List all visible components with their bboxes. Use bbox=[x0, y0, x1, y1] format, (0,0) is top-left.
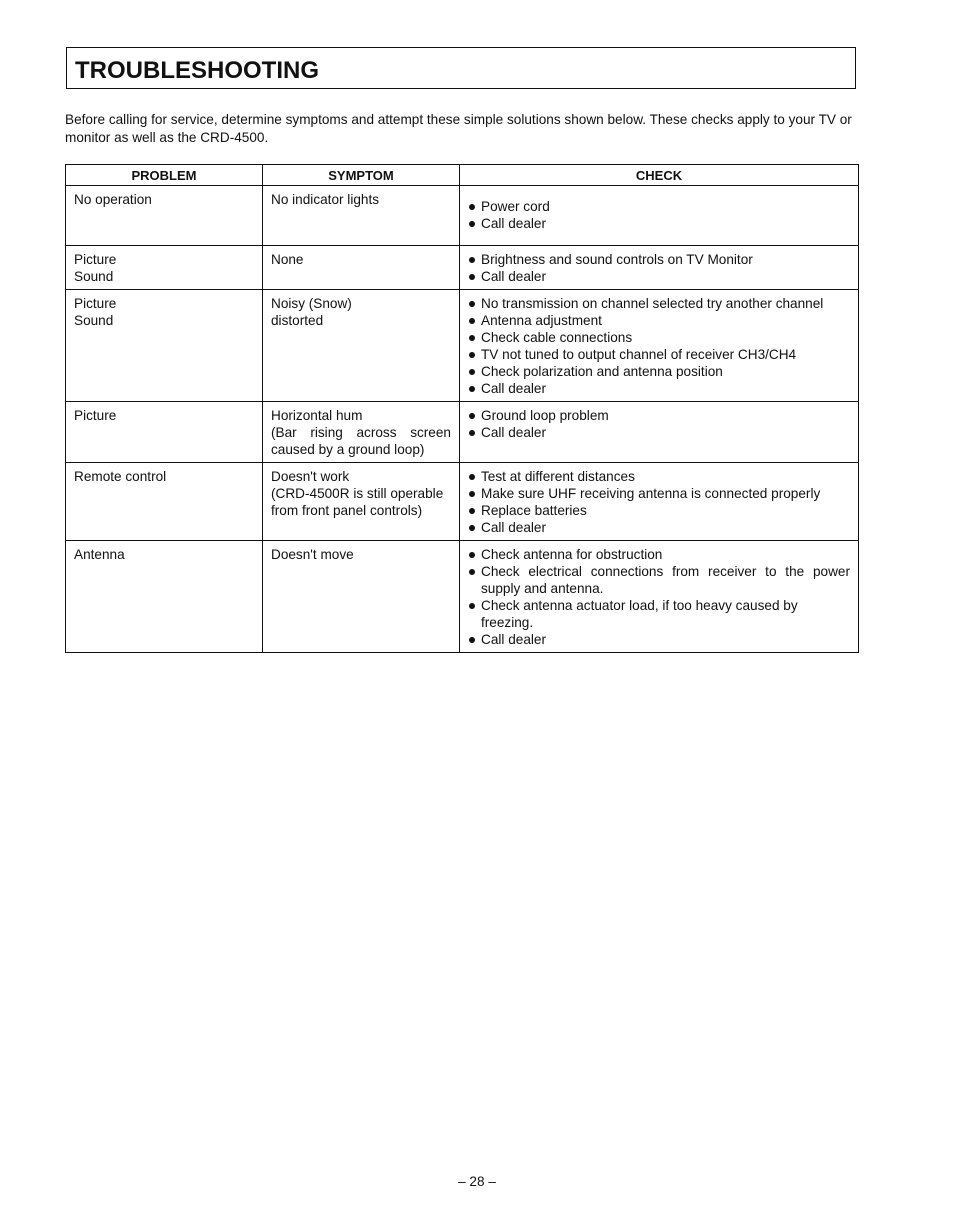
check-item: Ground loop problem bbox=[468, 407, 850, 424]
symptom-text: distorted bbox=[271, 313, 324, 328]
check-item: Check polarization and antenna position bbox=[468, 363, 850, 380]
problem-cell bbox=[66, 290, 263, 402]
check-item: No transmission on channel selected try another channel bbox=[468, 295, 850, 312]
check-item: Make sure UHF receiving antenna is connected properly bbox=[468, 485, 850, 502]
page-number: – 28 – bbox=[458, 1174, 496, 1189]
check-cell bbox=[460, 463, 859, 541]
problem-cell bbox=[66, 463, 263, 541]
check-list bbox=[468, 468, 850, 536]
header-problem: PROBLEM bbox=[66, 165, 263, 186]
problem-text: Remote control bbox=[74, 469, 167, 484]
table-row bbox=[66, 290, 859, 402]
symptom-cell bbox=[263, 186, 460, 246]
check-list bbox=[468, 295, 850, 397]
check-item: Call dealer bbox=[468, 268, 850, 285]
check-list bbox=[468, 251, 850, 285]
problem-text: Antenna bbox=[74, 547, 125, 562]
table-header-row bbox=[66, 165, 859, 186]
table-row bbox=[66, 402, 859, 463]
problem-cell bbox=[66, 541, 263, 653]
symptom-text: Horizontal hum bbox=[271, 408, 363, 423]
check-item: Power cord bbox=[468, 198, 850, 215]
check-item: Call dealer bbox=[468, 215, 850, 232]
check-cell bbox=[460, 402, 859, 463]
check-cell bbox=[460, 541, 859, 653]
problem-cell bbox=[66, 186, 263, 246]
intro-paragraph: Before calling for service, determine symptoms and attempt these simple solutions shown below. These checks apply to your TV or monitor as well as the CRD-4500. bbox=[65, 112, 852, 145]
symptom-cell bbox=[263, 541, 460, 653]
check-item: Test at different distances bbox=[468, 468, 850, 485]
check-item: Call dealer bbox=[468, 519, 850, 536]
problem-cell bbox=[66, 402, 263, 463]
symptom-text: (Bar rising across screen caused by a ground loop) bbox=[271, 425, 451, 457]
check-cell bbox=[460, 246, 859, 290]
symptom-text: (CRD-4500R is still operable from front panel controls) bbox=[271, 486, 444, 518]
check-list bbox=[468, 198, 850, 232]
symptom-text: None bbox=[271, 252, 304, 267]
symptom-text: No indicator lights bbox=[271, 192, 380, 207]
check-item: Call dealer bbox=[468, 424, 850, 441]
problem-text: Picture bbox=[74, 296, 117, 311]
check-item: Check antenna actuator load, if too heavy caused by freezing. bbox=[468, 597, 850, 631]
problem-text: Picture bbox=[74, 408, 117, 423]
symptom-cell bbox=[263, 402, 460, 463]
symptom-cell bbox=[263, 463, 460, 541]
symptom-text: Doesn't work bbox=[271, 469, 350, 484]
header-symptom: SYMPTOM bbox=[263, 165, 460, 186]
table-row bbox=[66, 541, 859, 653]
symptom-text: Doesn't move bbox=[271, 547, 354, 562]
check-item: Call dealer bbox=[468, 631, 850, 648]
title-box bbox=[66, 47, 856, 89]
check-item: Brightness and sound controls on TV Monitor bbox=[468, 251, 850, 268]
check-item: Antenna adjustment bbox=[468, 312, 850, 329]
header-check: CHECK bbox=[460, 165, 859, 186]
table-row bbox=[66, 463, 859, 541]
check-cell bbox=[460, 290, 859, 402]
check-list bbox=[468, 407, 850, 441]
problem-text: Picture bbox=[74, 252, 117, 267]
table-row bbox=[66, 246, 859, 290]
page-title: TROUBLESHOOTING bbox=[75, 57, 319, 84]
symptom-cell bbox=[263, 290, 460, 402]
problem-cell bbox=[66, 246, 263, 290]
problem-text: Sound bbox=[74, 269, 114, 284]
table-row bbox=[66, 186, 859, 246]
symptom-cell bbox=[263, 246, 460, 290]
check-item: Check electrical connections from receiver to the power supply and antenna. bbox=[468, 563, 850, 597]
check-item: Call dealer bbox=[468, 380, 850, 397]
check-list bbox=[468, 546, 850, 648]
check-item: Replace batteries bbox=[468, 502, 850, 519]
check-cell bbox=[460, 186, 859, 246]
check-item: Check cable connections bbox=[468, 329, 850, 346]
check-item: Check antenna for obstruction bbox=[468, 546, 850, 563]
problem-text: No operation bbox=[74, 192, 152, 207]
check-item: TV not tuned to output channel of receiver CH3/CH4 bbox=[468, 346, 850, 363]
problem-text: Sound bbox=[74, 313, 114, 328]
troubleshooting-table bbox=[65, 164, 859, 653]
symptom-text: Noisy (Snow) bbox=[271, 296, 352, 311]
